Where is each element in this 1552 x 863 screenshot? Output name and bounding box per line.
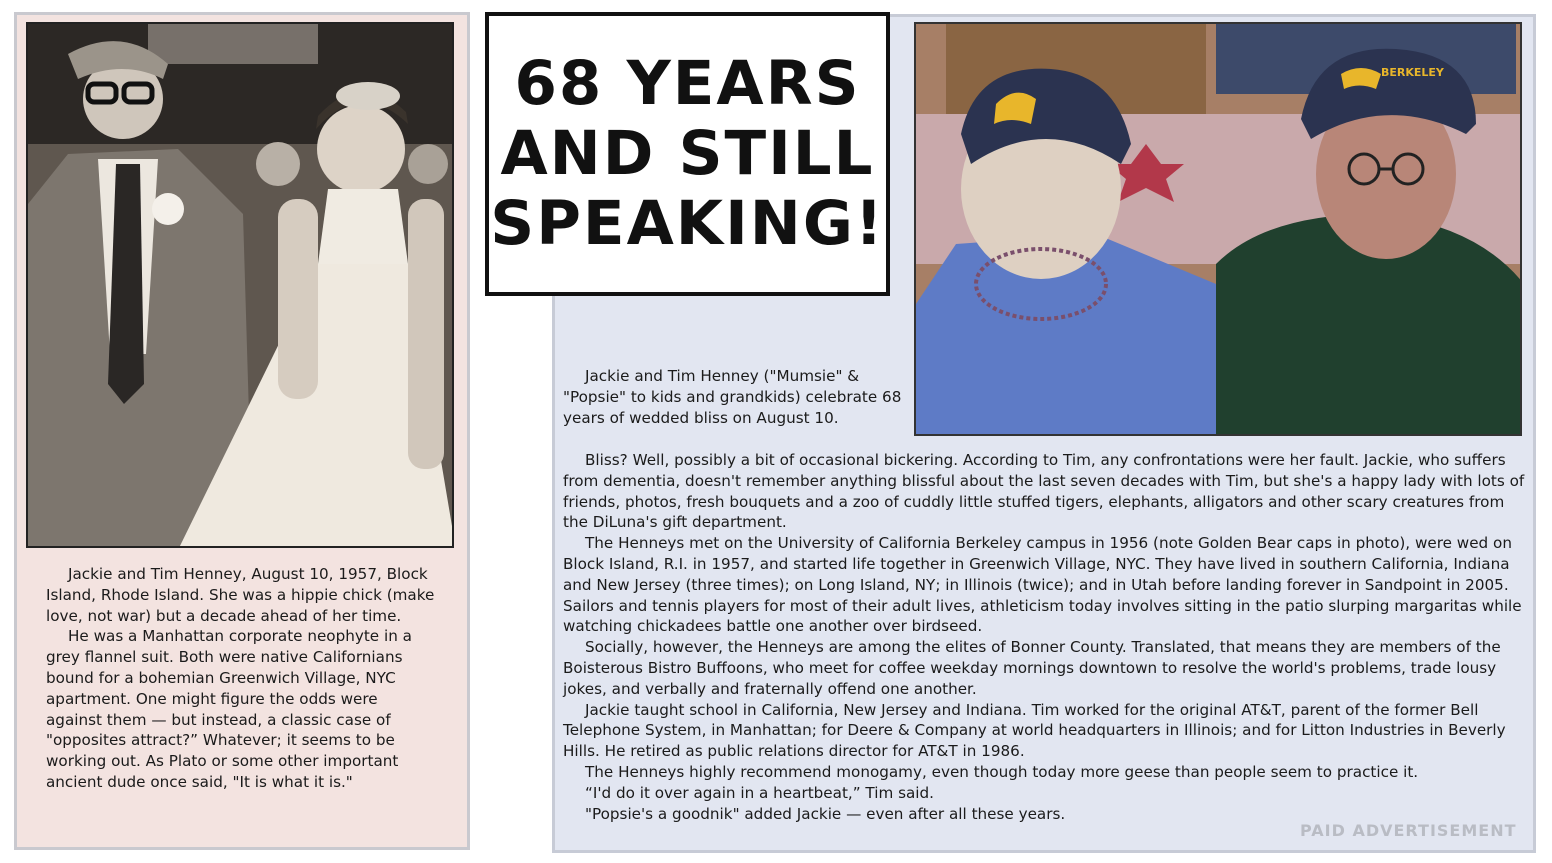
cap-text-berkeley: BERKELEY — [1381, 66, 1444, 79]
wedding-photo-1957 — [26, 22, 454, 548]
body-paragraph-1: Bliss? Well, possibly a bit of occasional bickering. According to Tim, any confrontations were her fault. Jackie, who suffers from dementia, doesn't remember anything blissful about the last seven decades with Tim, but she's a happy lady with lots of friends, photos, fresh bouquets and a zoo of cuddly little stuffed tigers, elephants, alligators and other scary creatures from the DiLuna's gift department. — [563, 451, 1525, 532]
body-paragraph-2: The Henneys met on the University of California Berkeley campus in 1956 (note Golden Bear caps in photo), were wed on Block Island, R.I. in 1957, and started life together in Greenwich Village, NYC. They have lived in southern California, Indiana and New Jersey (three times); on Long Island, NY; in Illinois (twice); and in Utah before landing forever in Sandpoint in 2005. Sailors and tennis players for most of their adult lives, athleticism today involves sitting in the patio slurping margaritas while watching chickadees battle one another over birdseed. — [563, 534, 1522, 636]
intro-paragraph: Jackie and Tim Henney ("Mumsie" & "Popsie" to kids and grandkids) celebrate 68 years of wedded bliss on August 10. — [563, 367, 902, 427]
headline — [490, 49, 884, 259]
article-body — [563, 450, 1531, 824]
left-caption-paragraph-1: Jackie and Tim Henney, August 10, 1957, Block Island, Rhode Island. She was a hippie chick (make love, not war) but a decade ahead of her time. — [46, 565, 435, 625]
body-paragraph-4: Jackie taught school in California, New Jersey and Indiana. Tim worked for the original AT&T, parent of the former Bell Telephone System, in Manhattan; for Deere & Company at world headquarters in Illinois; and for Litton Industries in Beverly Hills. He retired as public relations director for AT&T in 1986. — [563, 700, 1506, 761]
intro-text — [563, 366, 903, 428]
headline-box — [485, 12, 890, 296]
headline-line-2: AND STILL — [500, 118, 875, 189]
headline-line-3: SPEAKING! — [490, 188, 885, 259]
body-paragraph-6: “I'd do it over again in a heartbeat,” Tim said. — [585, 783, 934, 802]
headline-line-1: 68 YEARS — [514, 48, 861, 119]
left-caption-paragraph-2: He was a Manhattan corporate neophyte in a grey flannel suit. Both were native Californians bound for a bohemian Greenwich Village, NYC apartment. One might figure the odds were against them — but instead, a classic case of "opposites attract?” Whatever; it seems to be working out. As Plato or some other important ancient dude once said, "It is what it is." — [46, 627, 412, 791]
couple-photo-present — [914, 22, 1522, 436]
paid-advertisement-label: PAID ADVERTISEMENT — [1300, 821, 1517, 840]
left-photo-caption — [46, 564, 438, 793]
body-paragraph-3: Socially, however, the Henneys are among the elites of Bonner County. Translated, that means they are members of the Boisterous Bistro Buffoons, who meet for coffee weekday mornings downtown to resolve the world's problems, trade lousy jokes, and verbally and fraternally offend one another. — [563, 638, 1501, 698]
wedding-photo-illustration — [28, 24, 454, 548]
body-paragraph-7: "Popsie's a goodnik" added Jackie — even after all these years. — [585, 804, 1066, 823]
couple-photo-illustration — [916, 24, 1522, 436]
body-paragraph-5: The Henneys highly recommend monogamy, even though today more geese than people seem to practice it. — [585, 762, 1419, 781]
